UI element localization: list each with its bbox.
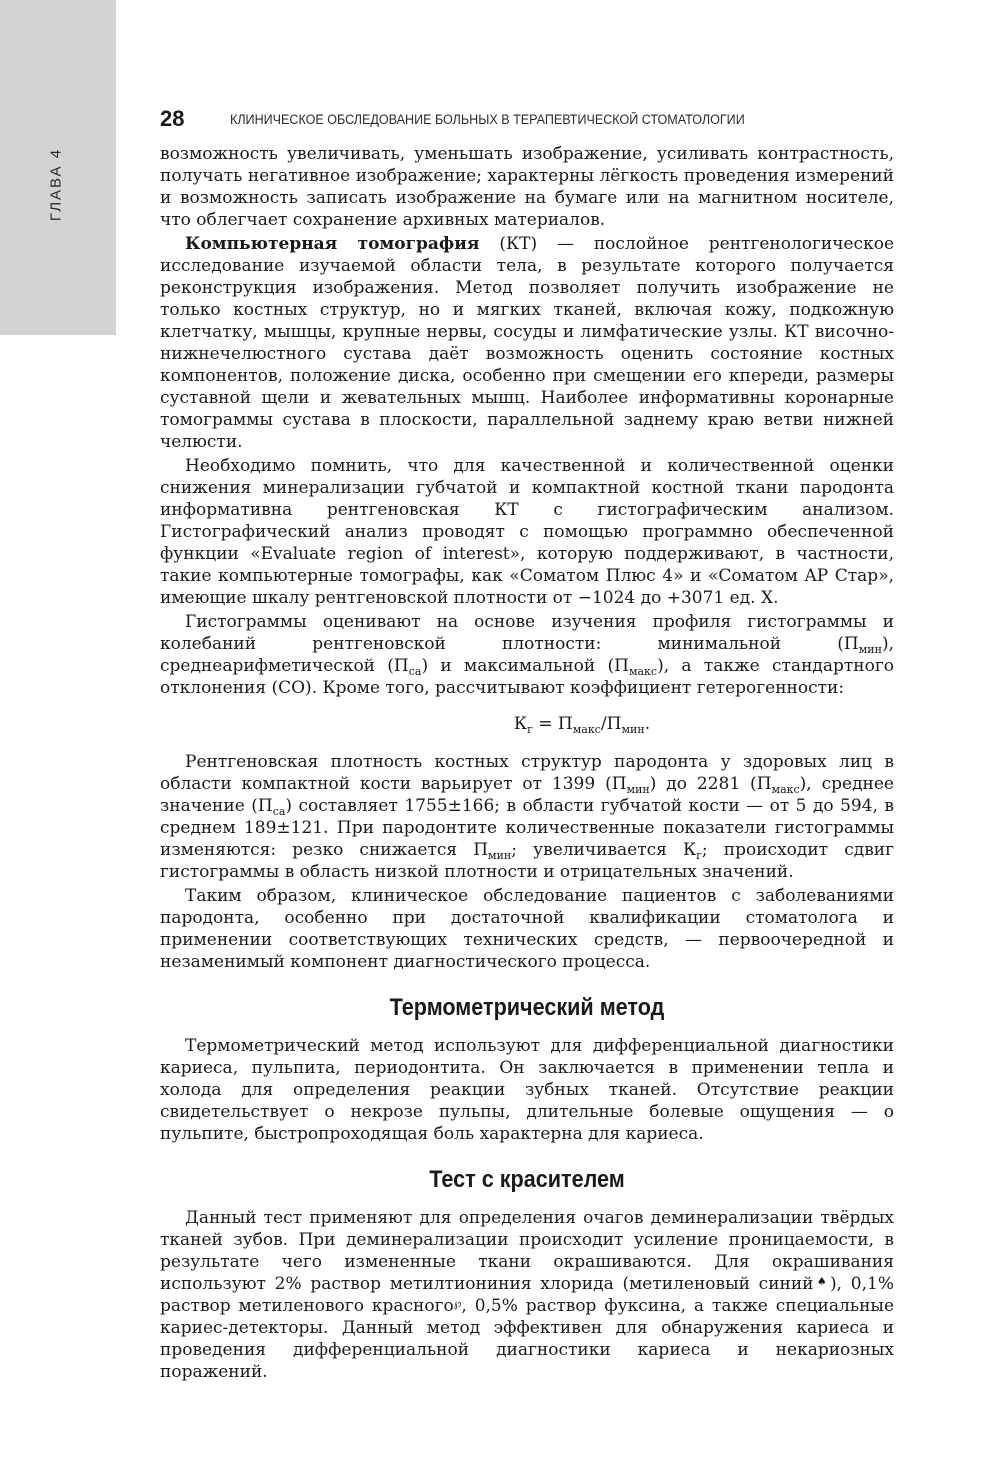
text: ; происходит сдвиг гистограммы в область низкой плотности и отрицательных значений.: [160, 840, 895, 882]
formula-end: .: [644, 714, 651, 734]
subscript: мин: [858, 643, 882, 656]
paragraph-ct: [160, 233, 894, 453]
section-heading-dye-test: Тест с красителем: [429, 1166, 625, 1193]
subscript: мин: [488, 849, 512, 862]
paragraph-dye-test: [160, 1207, 894, 1383]
paragraph-density: [160, 751, 894, 883]
text: ) до 2281 (П: [649, 774, 772, 794]
subscript: мин: [621, 723, 645, 736]
drug-mark: ♠: [813, 1275, 831, 1288]
paragraph-thermometric: Термометрический метод используют для дифференциальной диагностики кариеса, пульпита, периодонтита. Он заключается в применении тепла и холода для определения реакции зубных тканей. Отсутствие реакции свидетельствует о некрозе пульпы, длительные болевые ощущения — о пульпите, быстропроходящая боль характерна для кариеса.: [160, 1036, 894, 1144]
formula-eq: = П: [532, 714, 573, 734]
heterogeneity-formula: [160, 713, 894, 735]
subscript: мин: [626, 783, 650, 796]
running-head: КЛИНИЧЕСКОЕ ОБСЛЕДОВАНИЕ БОЛЬНЫХ В ТЕРАПЕВТИЧЕСКОЙ СТОМАТОЛОГИИ: [230, 112, 745, 127]
formula-slash: /П: [600, 714, 622, 734]
text: ), а также стандартного отклонения (СО). Кроме того, рассчитывают коэффициент гетерогенности:: [160, 656, 894, 698]
chapter-label: ГЛАВА 4: [47, 147, 65, 222]
text: ), среднее значение (П: [160, 774, 894, 816]
formula-k: К: [513, 714, 528, 734]
text: Данный тест применяют для определения очагов деминерализации твёрдых тканей зубов. При деминерализации происходит усиление проницаемости, в результате чего измененные ткани окрашиваются. Для окрашивания используют 2% раствор метилтиониния хлорида (метиленовый синий: [160, 1208, 894, 1294]
text: ), 0,1% раствор метиленового красного: [160, 1274, 894, 1316]
section-heading-thermometric: Термометрический метод: [389, 994, 665, 1021]
text: Рентгеновская плотность костных структур пародонта у здоровых лиц в области компактной кости варьирует от 1399 (П: [160, 752, 894, 794]
text: , 0,5% раствор фуксина, а также специальные кариес-детекторы. Данный метод эффективен для обнаружения кариеса и проведения дифференциальной диагностики кариеса и некариозных поражений.: [160, 1296, 895, 1382]
page-number: 28: [160, 106, 185, 131]
term-ct: Компьютерная томография: [185, 234, 480, 254]
paragraph-ct-text: (КТ) — послойное рентгенологическое исследование изучаемой области тела, в результате которого получается реконструкция изображения. Метод позволяет получить изображение не только костных структур, но и мягких тканей, включая кожу, подкожную клетчатку, мышцы, крупные нервы, сосуды и лимфатические узлы. КТ височно-нижнечелюстного сустава даёт возможность оценить состояние костных компонентов, положение диска, особенно при смещении его кпереди, размеры суставной щели и жевательных мышц. Наиболее информативны коронарные томограммы сустава в плоскости, параллельной заднему краю ветви нижней челюсти.: [160, 234, 895, 452]
text: ) и максимальной (П: [421, 656, 629, 676]
subscript: макс: [771, 783, 800, 796]
subscript: макс: [572, 723, 601, 736]
paragraph-histographic: Необходимо помнить, что для качественной и количественной оценки снижения минерализации губчатой и компактной костной ткани пародонта информативна рентгеновская КТ с гистографическим анализом. Гистографический анализ проводят с помощью программно обеспеченной функции «Evaluate region of interest», которую поддерживают, в частности, такие компьютерные томографы, как «Соматом Плюс 4» и «Соматом AP Стар», имеющие шкалу рентгеновской плотности от −1024 до +3071 ед. X.: [160, 456, 894, 608]
chapter-side-tab: [0, 0, 116, 335]
text: Гистограммы оценивают на основе изучения профиля гистограммы и колебаний рентгеновской плотности: минимальной (П: [160, 612, 894, 654]
paragraph-1: возможность увеличивать, уменьшать изображение, усиливать контрастность, получать негативное изображение; характерны лёгкость проведения измерений и возможность записать изображение на бумаге или на магнитном носителе, что облегчает сохранение архивных материалов.: [160, 144, 894, 230]
text: ) составляет 1755±166; в области губчатой кости — от 5 до 594, в среднем 189±121. При пародонтите количественные показатели гистограммы изменяются: резко снижается П: [160, 796, 894, 860]
text: ), среднеарифметической (П: [160, 634, 894, 676]
paragraph-conclusion: Таким образом, клиническое обследование пациентов с заболеваниями пародонта, особенно при достаточной квалификации стоматолога и применении соответствующих технических средств, — первоочередной и незаменимый компонент диагностического процесса.: [160, 886, 894, 972]
subscript: г: [527, 723, 533, 736]
drug-mark: ℘: [453, 1297, 462, 1310]
subscript: г: [696, 849, 702, 862]
subscript: са: [272, 805, 286, 818]
text: ; увеличивается К: [511, 840, 697, 860]
paragraph-histograms: [160, 611, 894, 699]
page-header: [160, 106, 960, 134]
page-body: [160, 143, 894, 1383]
subscript: са: [408, 665, 422, 678]
subscript: макс: [628, 665, 658, 678]
